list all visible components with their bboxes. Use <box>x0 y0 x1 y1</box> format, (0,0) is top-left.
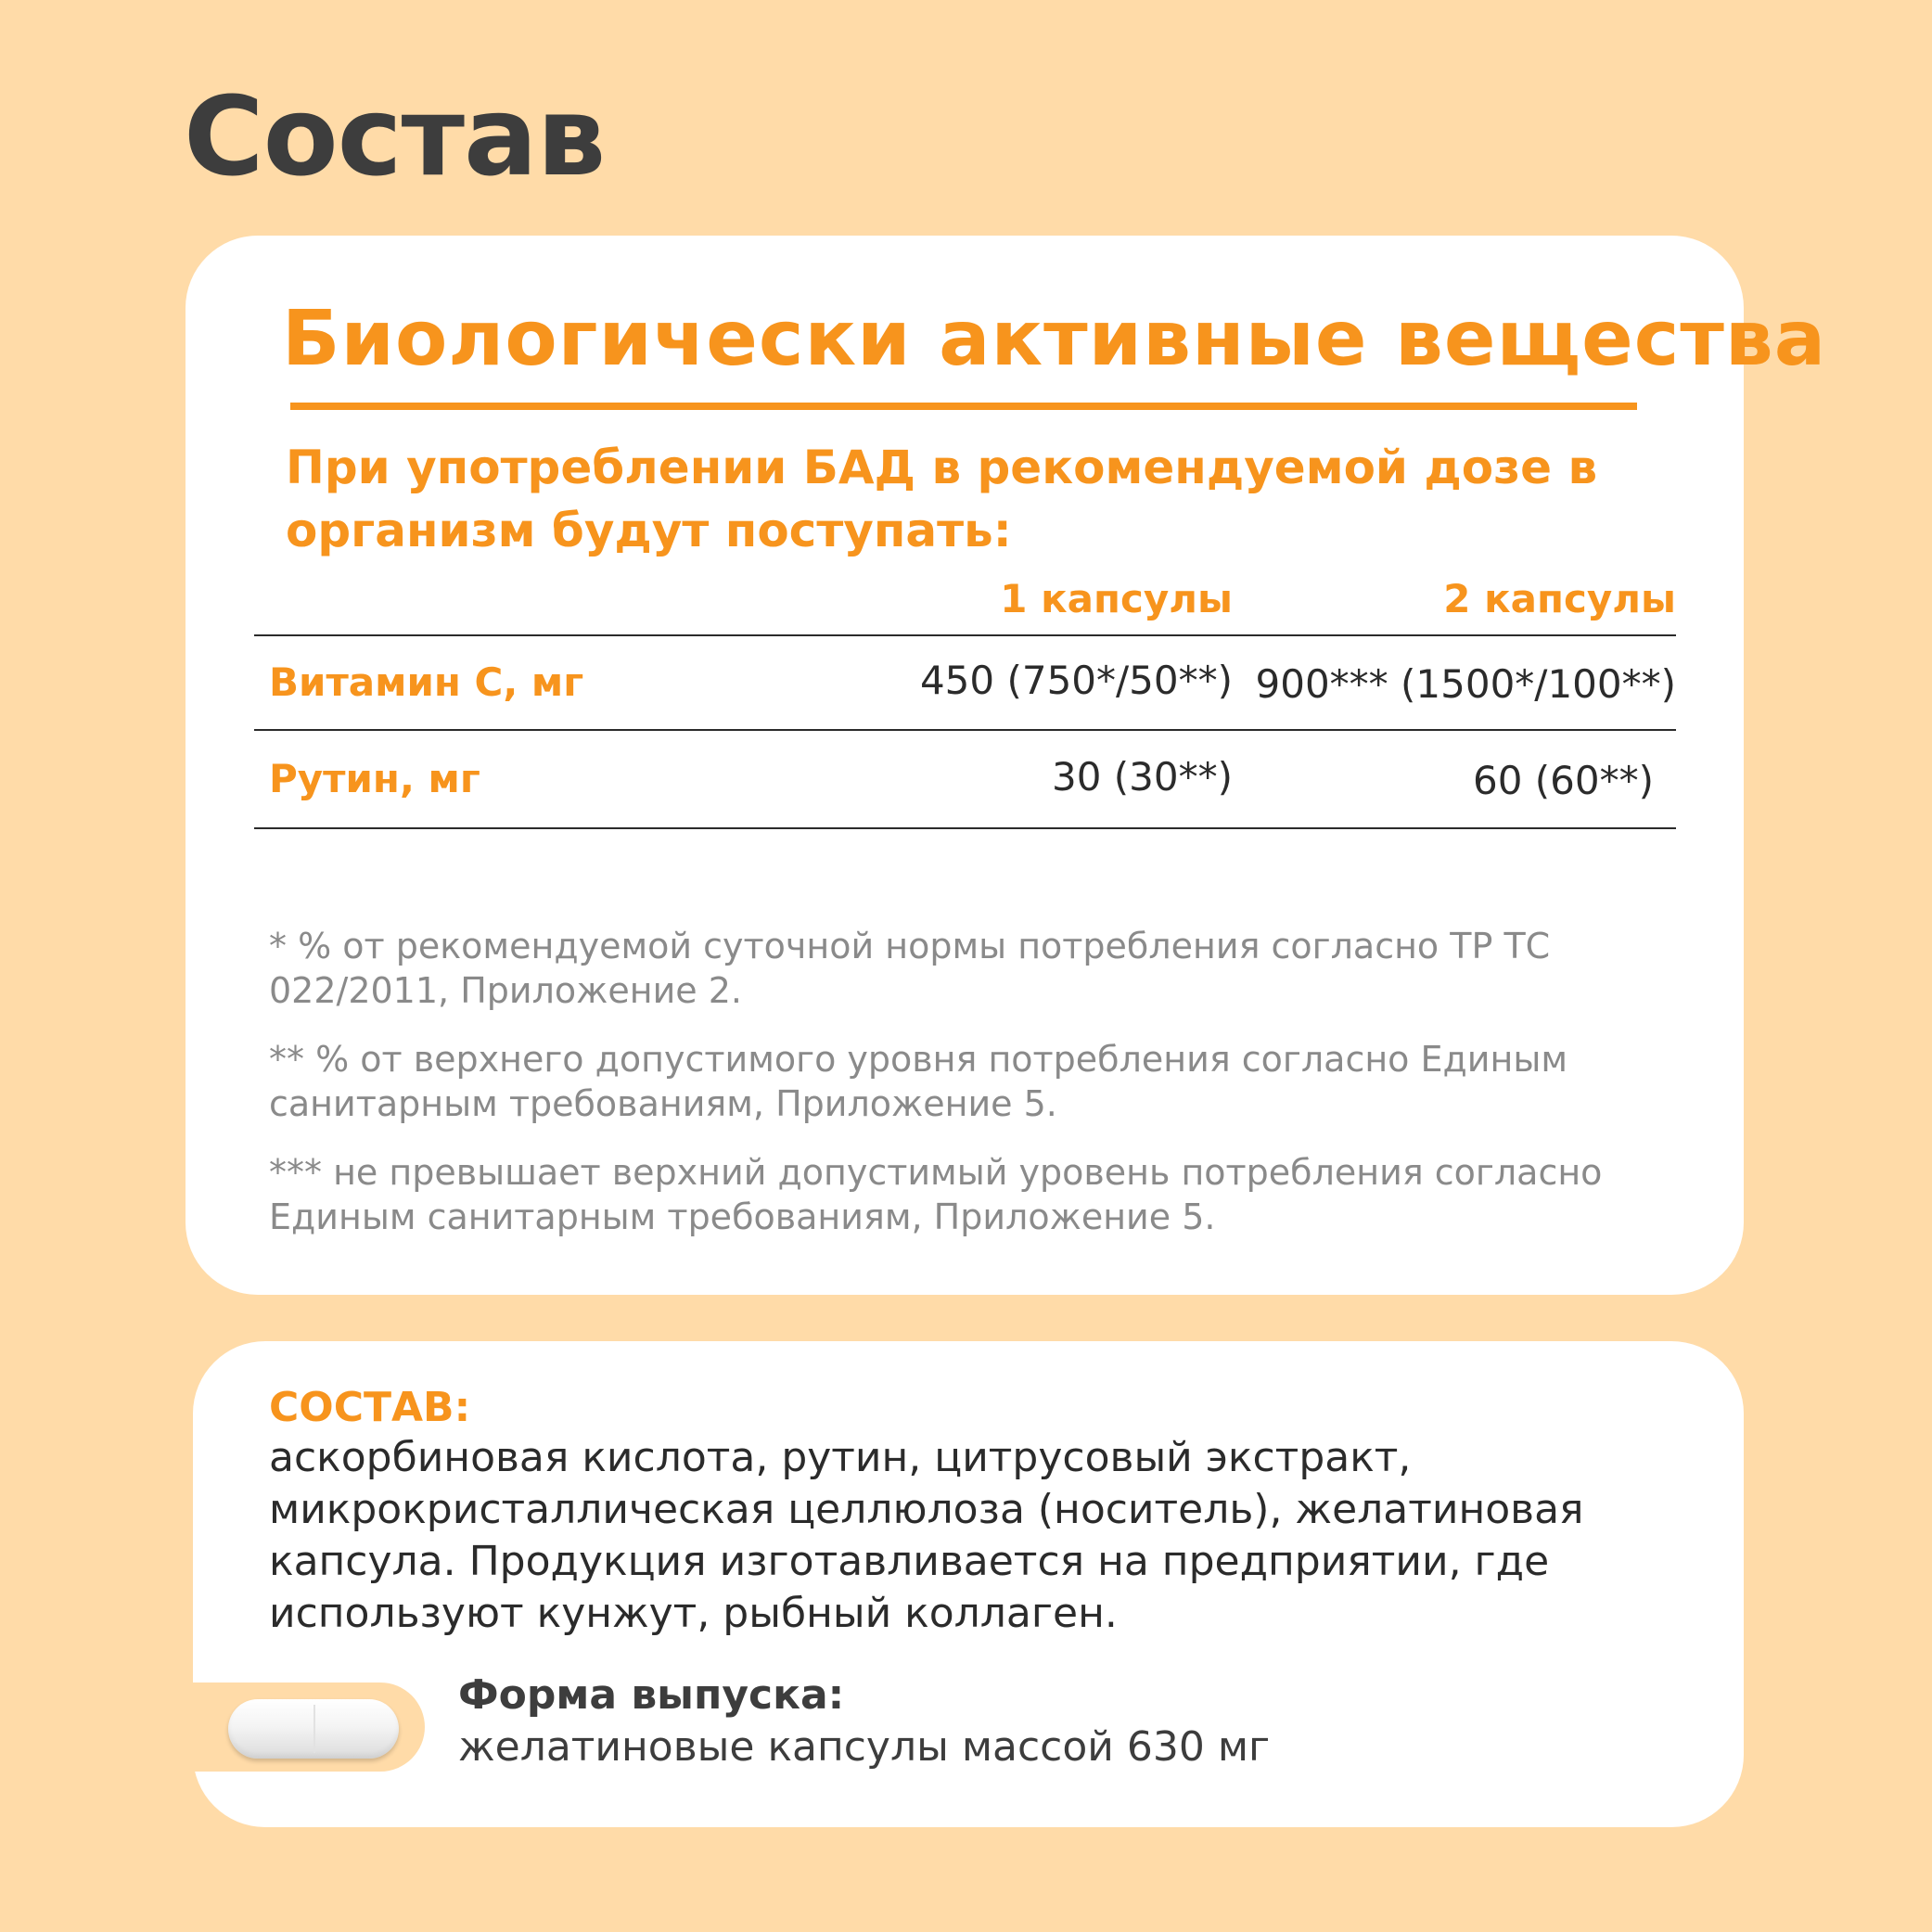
rutin-2-capsules-value: 60 (60**) <box>1472 758 1654 803</box>
column-header-2-capsules: 2 капсулы <box>1443 576 1676 621</box>
heading-underline <box>290 403 1637 410</box>
composition-title: СОСТАВ: <box>269 1384 471 1431</box>
footnote-3: *** не превышает верхний допустимый уровень потребления согласно Единым санитарным требованиям, Приложение 5. <box>269 1152 1603 1237</box>
footnote-1: * % от рекомендуемой суточной нормы потребления согласно ТР ТС 022/2011, Приложение 2. <box>269 926 1551 1011</box>
vitamin-c-1-capsule-value: 450 (750*/50**) <box>919 658 1233 703</box>
composition-text: аскорбиновая кислота, рутин, цитрусовый экстракт, микрокристаллическая целлюлоза (носитель), желатиновая капсула. Продукция изготавливается на предприятии, где используют кунжут, рыбный коллаген. <box>269 1434 1584 1637</box>
table-divider <box>254 634 1676 636</box>
section-heading: Биологически активные вещества <box>282 295 1827 383</box>
column-header-1-capsule: 1 капсулы <box>1000 576 1233 621</box>
vitamin-c-2-capsules-value: 900*** (1500*/100**) <box>1255 661 1676 707</box>
capsule-seam <box>313 1705 315 1753</box>
table-divider <box>254 729 1676 731</box>
table-divider <box>254 827 1676 829</box>
release-form-title: Форма выпуска: <box>458 1671 845 1719</box>
capsule-icon <box>228 1699 399 1759</box>
rutin-1-capsule-value: 30 (30**) <box>1051 754 1233 800</box>
dose-intro: При употреблении БАД в рекомендуемой дозе в организм будут поступать: <box>286 441 1598 557</box>
release-form-text: желатиновые капсулы массой 630 мг <box>458 1723 1271 1771</box>
page-title: Состав <box>184 72 606 200</box>
footnote-2: ** % от верхнего допустимого уровня потребления согласно Единым санитарным требованиям, Приложение 5. <box>269 1039 1568 1124</box>
row-label-vitamin-c: Витамин С, мг <box>269 659 584 705</box>
row-label-rutin: Рутин, мг <box>269 756 480 801</box>
